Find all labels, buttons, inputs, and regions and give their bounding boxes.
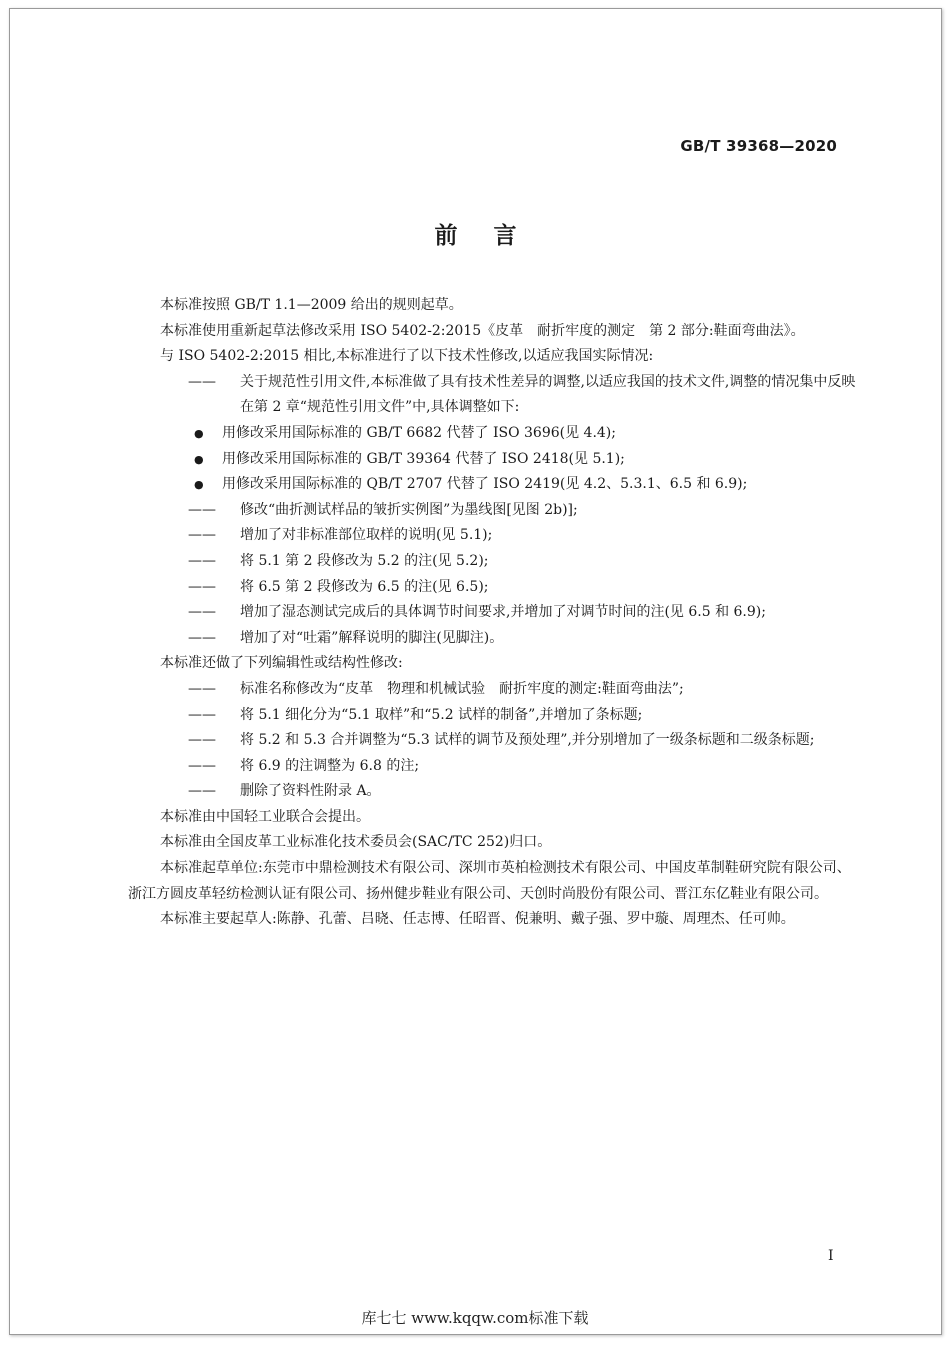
bullet-item: ● 用修改采用国际标准的 GB/T 39364 代替了 ISO 2418(见 5.1); [194,450,625,467]
foreword-body [128,293,856,933]
paragraph: 本标准起草单位:东莞市中鼎检测技术有限公司、深圳市英柏检测技术有限公司、中国皮革制鞋研究院有限公司、浙江方圆皮革轻纺检测认证有限公司、扬州健步鞋业有限公司、天创时尚股份有限公司、晋江东亿鞋业有限公司。 [128,860,851,902]
paragraph: 本标准由中国轻工业联合会提出。 [160,808,370,825]
dash-item: —— 增加了对非标准部位取样的说明(见 5.1); [188,527,493,544]
dash-item: —— 标准名称修改为“皮革 物理和机械试验 耐折牢度的测定:鞋面弯曲法”; [188,680,684,697]
paragraph: 与 ISO 5402-2:2015 相比,本标准进行了以下技术性修改,以适应我国实际情况: [160,348,654,365]
bullet-item: ● 用修改采用国际标准的 QB/T 2707 代替了 ISO 2419(见 4.2、5.3.1、6.5 和 6.9); [194,476,748,493]
dash-item: —— 增加了对“吐霜”解释说明的脚注(见脚注)。 [188,629,504,646]
dash-item: —— 增加了湿态测试完成后的具体调节时间要求,并增加了对调节时间的注(见 6.5 和 6.9); [188,604,766,621]
dash-item: —— 将 6.5 第 2 段修改为 6.5 的注(见 6.5); [188,578,489,595]
bullet-item: ● 用修改采用国际标准的 GB/T 6682 代替了 ISO 3696(见 4.4); [194,424,616,441]
standard-code: GB/T 39368—2020 [680,137,837,155]
dash-item: —— 将 6.9 的注调整为 6.8 的注; [188,757,420,774]
page-title: 前言 [434,223,553,249]
dash-item: —— 关于规范性引用文件,本标准做了具有技术性差异的调整,以适应我国的技术文件,调整的情况集中反映在第 2 章“规范性引用文件”中,具体调整如下: [188,373,856,416]
paragraph: 本标准使用重新起草法修改采用 ISO 5402-2:2015《皮革 耐折牢度的测定 第 2 部分:鞋面弯曲法》。 [160,322,805,339]
paragraph: 本标准由全国皮革工业标准化技术委员会(SAC/TC 252)归口。 [160,834,552,851]
dash-item: —— 删除了资料性附录 A。 [188,783,381,800]
paragraph: 本标准按照 GB/T 1.1—2009 给出的规则起草。 [160,297,463,313]
dash-item: —— 修改“曲折测试样品的皱折实例图”为墨线图[见图 2b)]; [188,501,578,518]
dash-item: —— 将 5.1 第 2 段修改为 5.2 的注(见 5.2); [188,552,489,569]
footer-watermark: 库七七 www.kqqw.com标准下载 [361,1309,589,1327]
dash-item: —— 将 5.2 和 5.3 合并调整为“5.3 试样的调节及预处理”,并分别增加了一级条标题和二级条标题; [188,732,815,749]
paragraph: 本标准主要起草人:陈静、孔蕾、吕晓、任志博、任昭晋、倪兼明、戴子强、罗中璇、周理杰、任可帅。 [160,911,795,928]
paragraph: 本标准还做了下列编辑性或结构性修改: [160,655,403,672]
document-page [9,8,942,1335]
dash-item: —— 将 5.1 细化分为“5.1 取样”和“5.2 试样的制备”,并增加了条标题; [188,706,643,723]
page-number: I [828,1248,834,1264]
